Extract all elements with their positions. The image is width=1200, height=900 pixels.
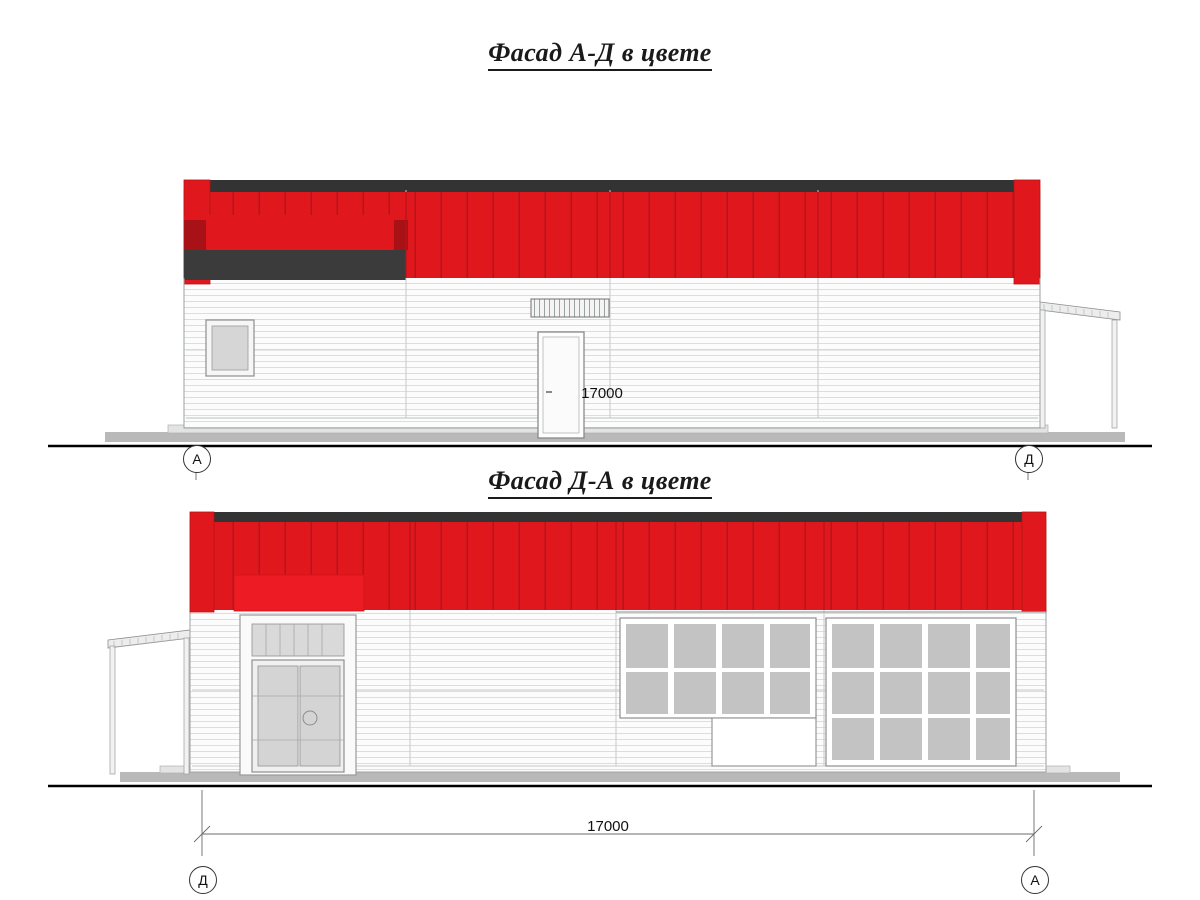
facade-da-drawing xyxy=(0,500,1200,900)
side-canopy xyxy=(1040,302,1120,428)
axis-bubble-right-ad: Д xyxy=(1015,445,1043,473)
side-canopy-2 xyxy=(108,630,190,774)
window xyxy=(206,320,254,376)
facade-ad-drawing xyxy=(0,80,1200,480)
storefront-glazing-right xyxy=(826,618,1016,766)
figure-title-text: Фасад А-Д в цвете xyxy=(488,38,712,71)
entrance-group xyxy=(240,615,356,775)
figure-title-facade-da xyxy=(0,466,1200,496)
figure-title-facade-ad xyxy=(0,38,1200,68)
dimension-label-facade-da: 17000 xyxy=(587,818,629,835)
dimension-label-facade-ad: 17000 xyxy=(581,385,623,402)
figure-title-text-2: Фасад Д-А в цвете xyxy=(488,466,712,499)
axis-bubble-left-da: Д xyxy=(189,866,217,894)
axis-bubble-right-da: А xyxy=(1021,866,1049,894)
axis-bubble-left-ad: А xyxy=(183,445,211,473)
